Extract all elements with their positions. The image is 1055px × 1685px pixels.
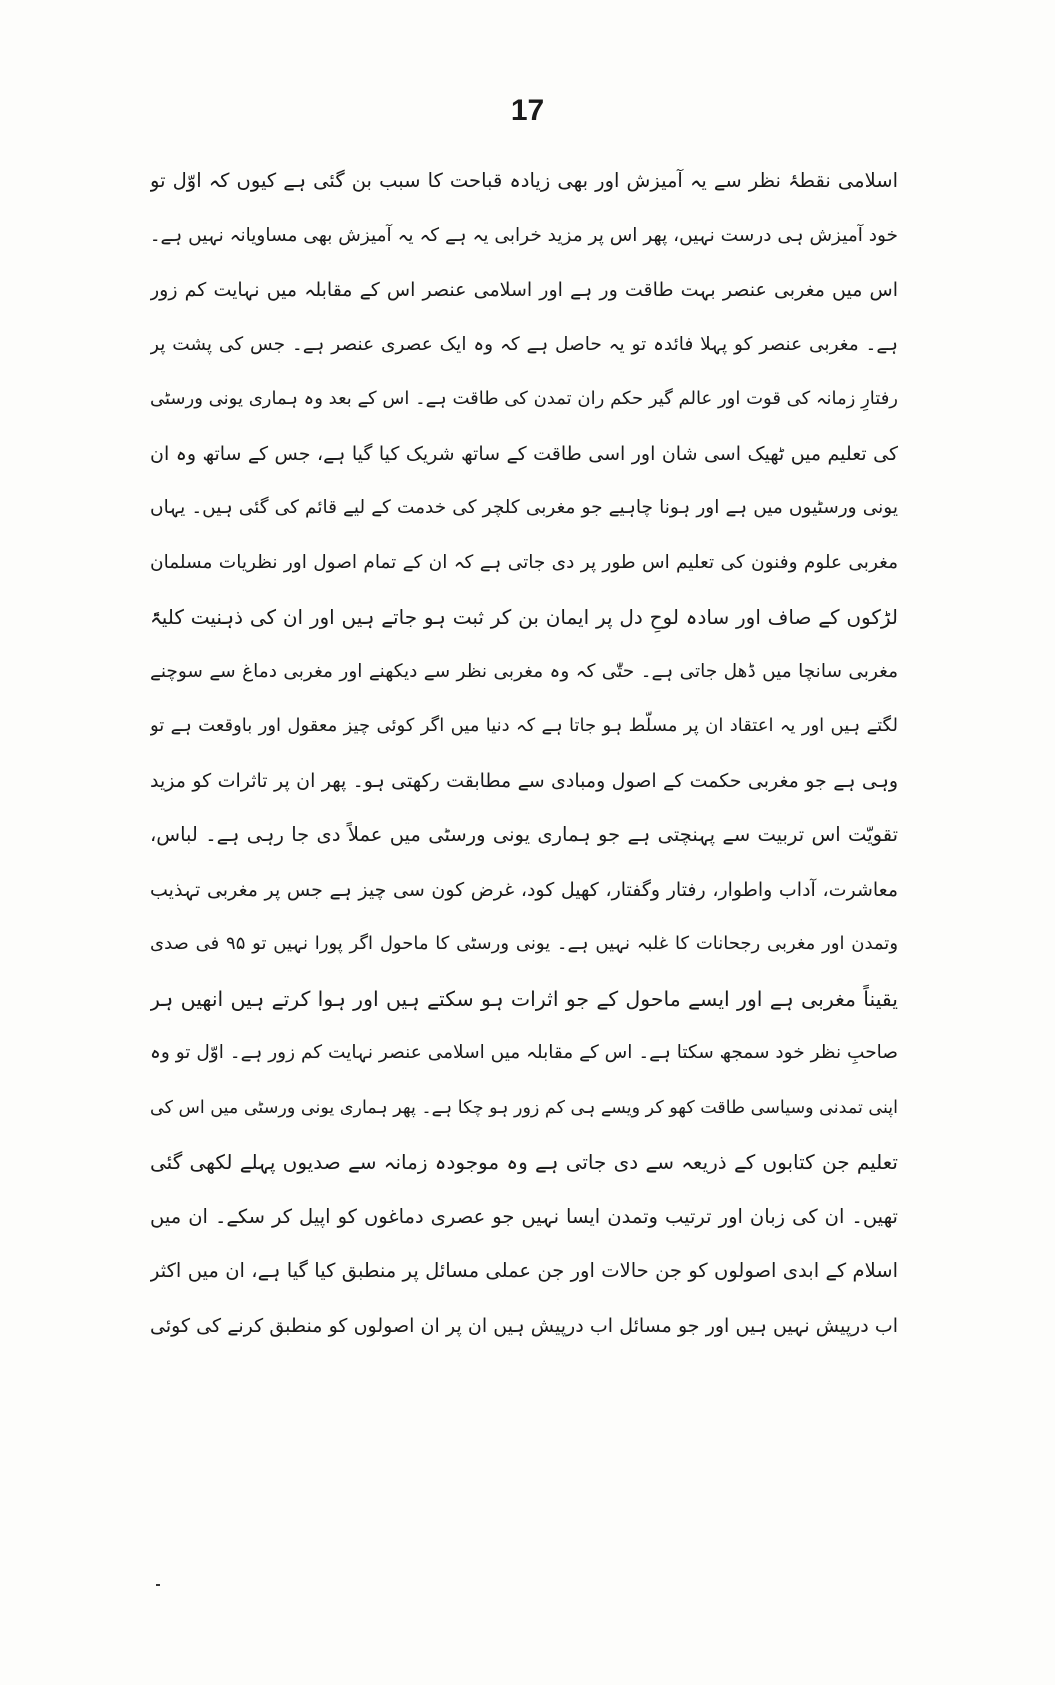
text-line: معاشرت، آداب واطوار، رفتار وگفتار، کھیل کود، غرض کون سی چیز ہے جس پر مغربی تہذیب <box>150 878 898 901</box>
text-line: یونی ورسٹیوں میں ہے اور ہونا چاہیے جو مغربی کلچر کی خدمت کے لیے قائم کی گئی ہیں۔ یہاں <box>150 497 898 518</box>
text-line: مغربی سانچا میں ڈھل جاتی ہے۔ حتّٰی کہ وہ مغربی نظر سے دیکھنے اور مغربی دماغ سے سوچنے <box>150 660 898 682</box>
text-line: مغربی علوم وفنون کی تعلیم اس طور پر دی جاتی ہے کہ ان کے تمام اصول اور نظریات مسلمان <box>150 551 898 573</box>
text-line: تھیں۔ ان کی زبان اور ترتیب وتمدن ایسا نہیں جو عصری دماغوں کو اپیل کر سکے۔ ان میں <box>150 1204 898 1228</box>
text-line: تقویّت اس تربیت سے پہنچتی ہے جو ہماری یونی ورسٹی میں عملاً دی جا رہی ہے۔ لباس، <box>150 823 898 846</box>
text-line: لگتے ہیں اور یہ اعتقاد ان پر مسلّط ہو جاتا ہے کہ دنیا میں اگر کوئی چیز معقول اور باوقعت ہے تو <box>150 715 898 736</box>
text-line: اسلامی نقطۂ نظر سے یہ آمیزش اور بھی زیادہ قباحت کا سبب بن گئی ہے کیوں کہ اوّل تو <box>150 169 898 192</box>
page-number: 17 <box>510 94 545 127</box>
text-line: خود آمیزش ہی درست نہیں، پھر اس پر مزید خرابی یہ ہے کہ یہ آمیزش بھی مساویانہ نہیں ہے۔ <box>150 224 898 246</box>
text-line: وہی ہے جو مغربی حکمت کے اصول ومبادی سے مطابقت رکھتی ہو۔ پھر ان پر تاثرات کو مزید <box>150 769 898 792</box>
margin-mark <box>156 1584 160 1586</box>
text-line: وتمدن اور مغربی رجحانات کا غلبہ نہیں ہے۔ یونی ورسٹی کا ماحول اگر پورا نہیں تو ۹۵ فی صدی <box>150 933 898 954</box>
text-line: اب درپیش نہیں ہیں اور جو مسائل اب درپیش ہیں ان پر ان اصولوں کو منطبق کرنے کی کوئی <box>150 1314 898 1337</box>
text-line: کی تعلیم میں ٹھیک اسی شان اور اسی طاقت کے ساتھ شریک کیا گیا ہے، جس کے ساتھ وہ ان <box>150 442 898 465</box>
text-line: تعلیم جن کتابوں کے ذریعہ سے دی جاتی ہے وہ موجودہ زمانہ سے صدیوں پہلے لکھی گئی <box>150 1150 898 1174</box>
text-line: لڑکوں کے صاف اور سادہ لوحِ دل پر ایمان بن کر ثبت ہو جاتے ہیں اور ان کی ذہنیت کلیۃً <box>150 605 898 629</box>
body-text <box>150 154 898 1353</box>
text-line: اس میں مغربی عنصر بہت طاقت ور ہے اور اسلامی عنصر اس کے مقابلہ میں نہایت کم زور <box>150 279 898 301</box>
text-line: اپنی تمدنی وسیاسی طاقت کھو کر ویسے ہی کم زور ہو چکا ہے۔ پھر ہماری یونی ورسٹی میں اس کی <box>150 1097 898 1118</box>
text-line: ہے۔ مغربی عنصر کو پہلا فائدہ تو یہ حاصل ہے کہ وہ ایک عصری عنصر ہے۔ جس کی پشت پر <box>150 333 898 355</box>
text-line: اسلام کے ابدی اصولوں کو جن حالات اور جن عملی مسائل پر منطبق کیا گیا ہے، ان میں اکثر <box>150 1259 898 1282</box>
text-line: رفتارِ زمانہ کی قوت اور عالم گیر حکم ران تمدن کی طاقت ہے۔ اس کے بعد وہ ہماری یونی ورسٹی <box>150 388 898 409</box>
text-line: یقیناً مغربی ہے اور ایسے ماحول کے جو اثرات ہو سکتے ہیں اور ہوا کرتے ہیں انھیں ہر <box>150 986 898 1011</box>
text-line: صاحبِ نظر خود سمجھ سکتا ہے۔ اس کے مقابلہ میں اسلامی عنصر نہایت کم زور ہے۔ اوّل تو وہ <box>150 1042 898 1063</box>
